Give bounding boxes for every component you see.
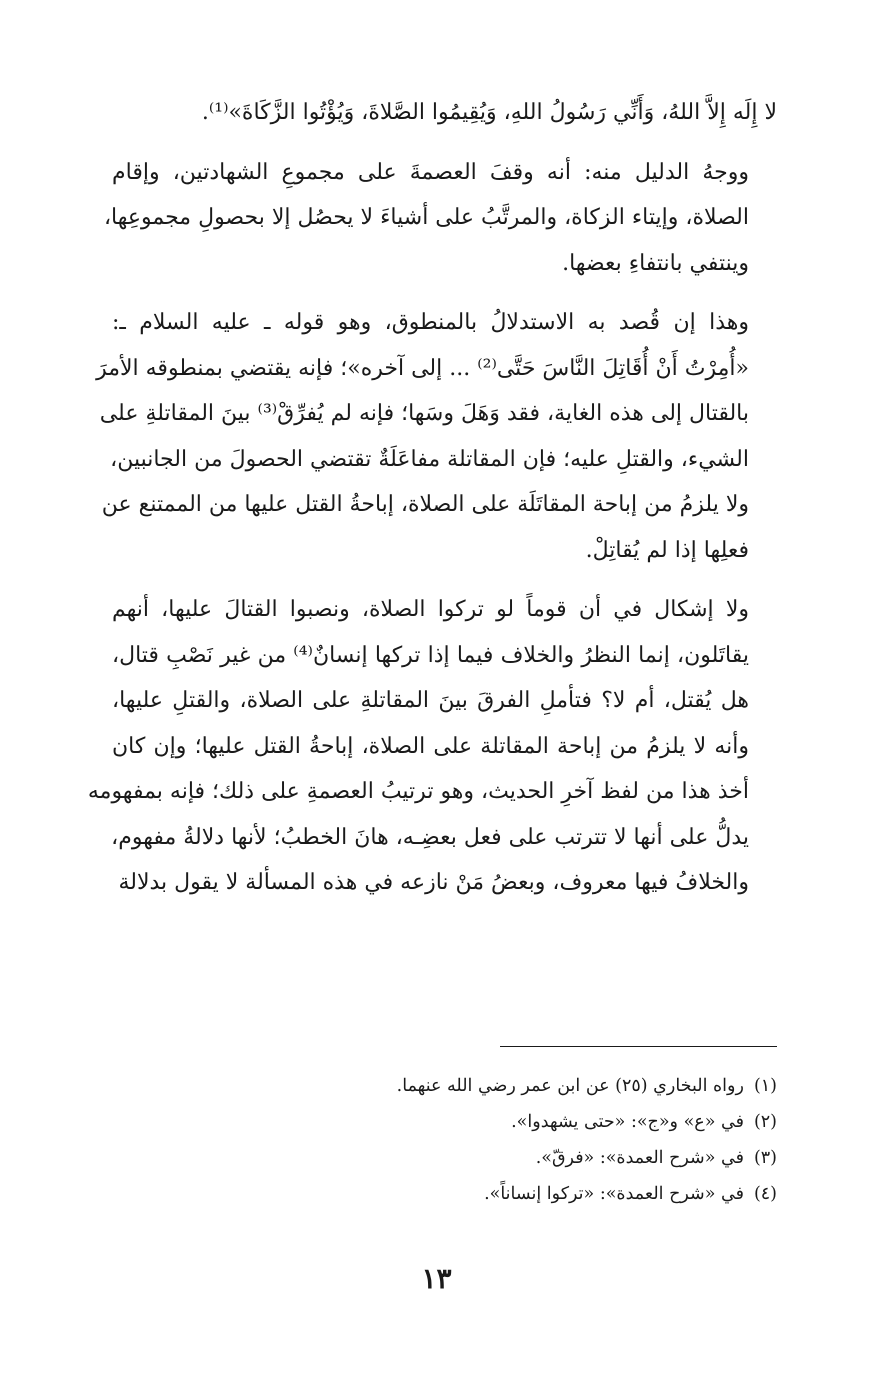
text-line: الصلاة، وإيتاء الزكاة، والمرتَّبُ على أشياءَ لا يحصُل إلا بحصولِ مجموعِها، — [103, 205, 749, 230]
paragraph — [96, 300, 777, 573]
paragraph — [87, 587, 777, 906]
text-line: ولا يلزمُ من إباحة المقاتَلَة على الصلاة، إباحةُ القتل عليها من الممتنع عن — [101, 492, 749, 517]
text-line: ووجهُ الدليل منه: أنه وقفَ العصمةَ على مجموعِ الشهادتين، وإقام — [112, 159, 749, 185]
text-line: «أُمِرْتُ أَنْ أُقَاتِلَ النَّاسَ حَتَّى⁽²⁾ ... إلى آخره»؛ فإنه يقتضي بمنطوقه الأمرَ — [96, 355, 749, 381]
footnote — [200, 1176, 777, 1212]
text-line: وينتفي بانتفاءِ بعضها. — [562, 250, 749, 276]
text-line: وأنه لا يلزمُ من إباحة المقاتلة على الصلاة، إباحةُ القتل عليها؛ وإن كان — [112, 733, 749, 759]
text-line: أخذ هذا من لفظ آخرِ الحديث، وهو ترتيبُ العصمةِ على ذلك؛ فإنه بمفهومه — [87, 779, 749, 804]
page-number: ١٣ — [421, 1262, 452, 1295]
footnote-separator — [500, 1046, 777, 1047]
footnote-number: (٢) — [753, 1112, 777, 1132]
text-line: الشيء، والقتلِ عليه؛ فإن المقاتلة مفاعَلَةٌ تقتضي الحصولَ من الجانبين، — [110, 446, 749, 472]
text-line: فعلِها إذا لم يُقاتِلْ. — [585, 537, 749, 563]
main-text — [87, 90, 777, 920]
footnote — [200, 1140, 777, 1176]
footnote-number: (٤) — [753, 1184, 777, 1204]
footnote — [200, 1068, 777, 1104]
footnote-text: في «ع» و«ج»: «حتى يشهدوا». — [511, 1112, 744, 1132]
text-line: هل يُقتل، أم لا؟ فتأملِ الفرقَ بينَ المقاتلةِ على الصلاة، والقتلِ عليها، — [112, 688, 749, 713]
footnotes — [200, 1068, 777, 1212]
footnote — [200, 1104, 777, 1140]
footnote-text: في «شرح العمدة»: «تركوا إنساناً». — [484, 1184, 744, 1204]
text-line: ولا إشكال في أن قوماً لو تركوا الصلاة، ونصبوا القتالَ عليها، أنهم — [112, 597, 749, 622]
paragraph — [103, 150, 777, 287]
footnote-number: (١) — [753, 1076, 777, 1096]
text-line: لا إِلَه إِلاَّ اللهُ، وَأَنِّي رَسُولُ اللهِ، وَيُقِيمُوا الصَّلاةَ، وَيُؤْتُوا الزَّكَاةَ»⁽¹⁾. — [201, 100, 777, 125]
footnote-text: رواه البخاري (٢٥) عن ابن عمر رضي الله عنهما. — [396, 1076, 744, 1096]
footnote-number: (٣) — [753, 1148, 777, 1168]
text-line: وهذا إن قُصد به الاستدلالُ بالمنطوق، وهو قوله ـ عليه السلام ـ: — [112, 310, 749, 335]
text-line: والخلافُ فيها معروف، وبعضُ مَنْ نازعه في هذه المسألة لا يقول بدلالة — [118, 870, 749, 895]
text-line: يدلُّ على أنها لا تترتب على فعل بعضِـه، هانَ الخطبُ؛ لأنها دلالةُ مفهوم، — [111, 824, 749, 850]
paragraph — [112, 90, 777, 136]
text-line: يقاتَلون، إنما النظرُ والخلاف فيما إذا تركها إنسانٌ⁽⁴⁾ من غير نَصْبِ قتال، — [112, 642, 750, 668]
text-line: بالقتال إلى هذه الغاية، فقد وَهَلَ وسَها؛ فإنه لم يُفرِّقْ⁽³⁾ بينَ المقاتلةِ على — [99, 401, 749, 426]
footnote-text: في «شرح العمدة»: «فرقّ». — [535, 1148, 744, 1168]
